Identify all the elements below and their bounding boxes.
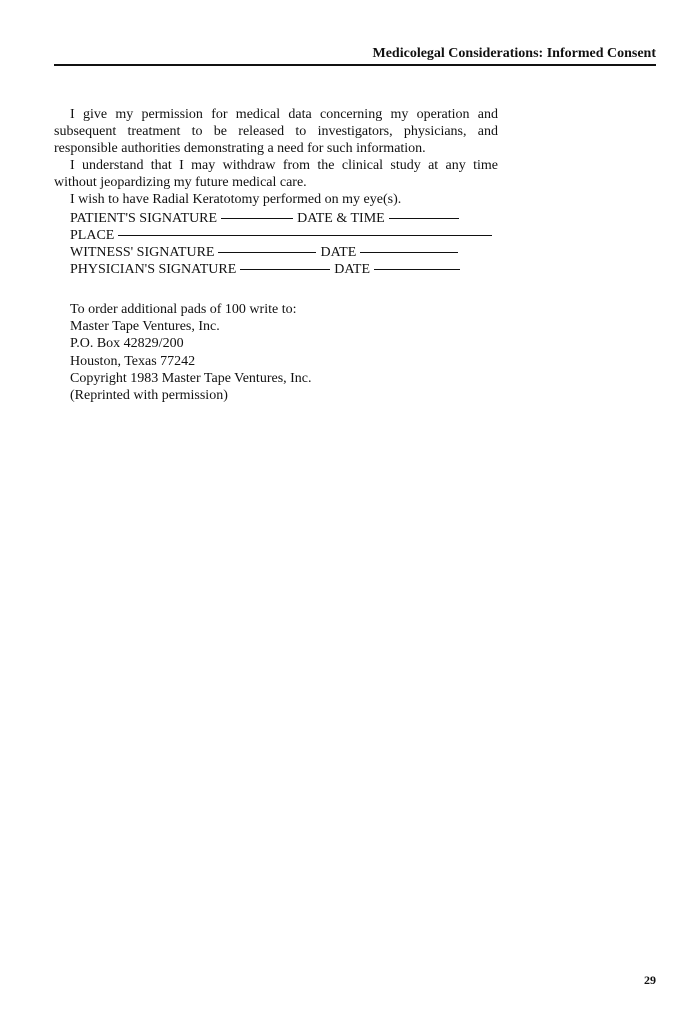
place-label: PLACE	[70, 228, 115, 243]
patient-signature-line[interactable]	[221, 218, 293, 219]
withdraw-paragraph: I understand that I may withdraw from the clinical study at any time without jeopardizing my future medical care.	[54, 158, 498, 190]
date-time-line[interactable]	[389, 218, 459, 219]
publisher-po-box: P.O. Box 42829/200	[70, 336, 184, 352]
publisher-name: Master Tape Ventures, Inc.	[70, 319, 220, 335]
witness-signature-row	[70, 244, 500, 261]
patient-signature-label: PATIENT'S SIGNATURE	[70, 211, 218, 226]
consent-text	[54, 106, 498, 208]
copyright-notice: Copyright 1983 Master Tape Ventures, Inc.	[70, 370, 312, 386]
witness-signature-label: WITNESS' SIGNATURE	[70, 245, 215, 260]
page-number: 29	[644, 973, 656, 987]
procedure-paragraph: I wish to have Radial Keratotomy performed on my eye(s).	[70, 192, 402, 207]
place-line[interactable]	[118, 235, 492, 236]
publisher-city: Houston, Texas 77242	[70, 353, 196, 369]
running-header: Medicolegal Considerations: Informed Consent	[372, 46, 656, 61]
physician-date-label: DATE	[334, 262, 371, 277]
signature-block	[70, 210, 500, 278]
patient-signature-row	[70, 210, 500, 227]
physician-signature-row	[70, 261, 500, 278]
physician-date-line[interactable]	[374, 269, 460, 270]
reprint-notice: (Reprinted with permission)	[70, 388, 228, 404]
witness-signature-line[interactable]	[218, 252, 316, 253]
witness-date-line[interactable]	[360, 252, 458, 253]
date-time-label: DATE & TIME	[297, 211, 385, 226]
permission-paragraph: I give my permission for medical data concerning my operation and subsequent treatment to be released to investigators, physicians, and responsible authorities demonstrating a need for such information.	[54, 107, 498, 156]
place-row	[70, 227, 500, 244]
witness-date-label: DATE	[320, 245, 357, 260]
physician-signature-label: PHYSICIAN'S SIGNATURE	[70, 262, 237, 277]
order-instruction: To order additional pads of 100 write to:	[70, 302, 297, 317]
header-rule	[54, 64, 656, 66]
ordering-info	[70, 301, 490, 404]
physician-signature-line[interactable]	[240, 269, 330, 270]
